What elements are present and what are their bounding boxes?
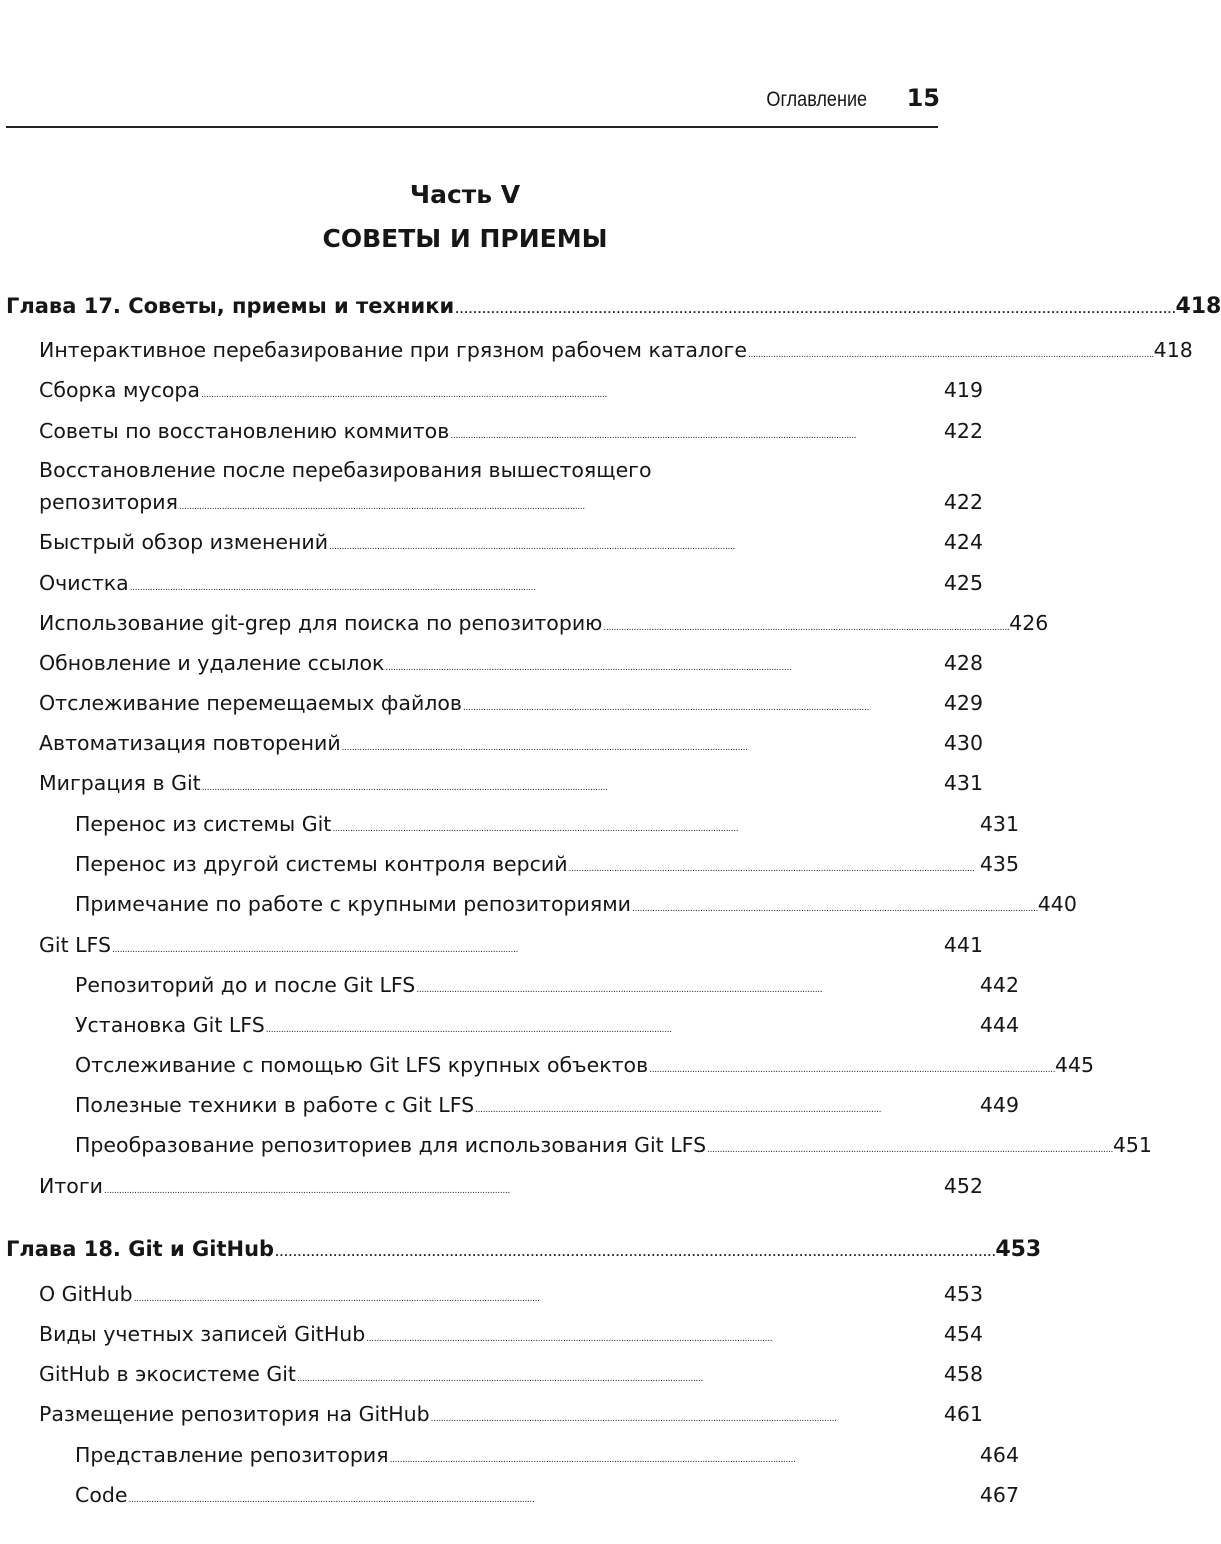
dot-leader bbox=[463, 691, 943, 715]
dot-leader bbox=[431, 1402, 943, 1426]
toc-page: 422 bbox=[943, 419, 983, 443]
dot-leader bbox=[130, 571, 943, 595]
toc-page: 464 bbox=[979, 1443, 1019, 1467]
dot-leader bbox=[179, 490, 943, 514]
dot-leader bbox=[450, 419, 943, 443]
toc-entry-title: Представление репозитория bbox=[75, 1443, 389, 1467]
toc-subentry[interactable] bbox=[0, 892, 1077, 928]
toc-page: 452 bbox=[943, 1174, 983, 1198]
toc-entry[interactable] bbox=[0, 571, 983, 607]
toc-entry-title: Сборка мусора bbox=[39, 378, 200, 402]
toc-page: 440 bbox=[1037, 892, 1077, 916]
toc-page: 461 bbox=[943, 1402, 983, 1426]
toc-entry-title: Виды учетных записей GitHub bbox=[39, 1322, 366, 1346]
dot-leader bbox=[366, 1322, 943, 1346]
toc-entry-title: Git LFS bbox=[39, 933, 112, 957]
toc-subentry[interactable] bbox=[0, 852, 1019, 888]
toc-entry-title: Интерактивное перебазирование при грязном рабочем каталоге bbox=[39, 338, 747, 362]
dot-leader bbox=[297, 1362, 943, 1386]
toc-page: 442 bbox=[979, 973, 1019, 997]
toc-page: 424 bbox=[943, 530, 983, 554]
toc-entry-title: GitHub в экосистеме Git bbox=[39, 1362, 296, 1386]
page-number: 15 bbox=[906, 84, 940, 112]
toc-entry-title: Полезные техники в работе с Git LFS bbox=[75, 1093, 475, 1117]
toc-entry[interactable] bbox=[0, 1174, 983, 1210]
toc-entry-title: репозитория bbox=[39, 490, 178, 514]
toc-entry[interactable] bbox=[0, 691, 983, 727]
header-rule bbox=[6, 126, 938, 128]
toc-page: 453 bbox=[943, 1282, 983, 1306]
running-title: Оглавление bbox=[765, 88, 867, 111]
toc-entry[interactable] bbox=[0, 1322, 983, 1358]
toc-entry[interactable] bbox=[0, 1282, 983, 1318]
toc-entry-title: Обновление и удаление ссылок bbox=[39, 651, 385, 675]
toc-entry-title: Преобразование репозиториев для использования Git LFS bbox=[75, 1133, 707, 1157]
toc-entry-title: Глава 18. Git и GitHub bbox=[6, 1237, 275, 1261]
dot-leader bbox=[748, 338, 1153, 362]
dot-leader bbox=[569, 852, 979, 876]
toc-chapter-17[interactable] bbox=[0, 294, 1221, 330]
part-title: СОВЕТЫ И ПРИЕМЫ bbox=[322, 224, 608, 253]
toc-page: 428 bbox=[943, 651, 983, 675]
toc-page: 451 bbox=[1112, 1133, 1152, 1157]
toc-entry[interactable] bbox=[0, 338, 1193, 374]
dot-leader bbox=[332, 812, 979, 836]
toc-chapter-18[interactable] bbox=[0, 1237, 1042, 1273]
toc-page: 441 bbox=[943, 933, 983, 957]
toc-entry-title: Итоги bbox=[39, 1174, 103, 1198]
dot-leader bbox=[128, 1483, 978, 1507]
toc-page: 418 bbox=[1153, 338, 1193, 362]
toc-entry-title-line-1[interactable]: Восстановление после перебазирования вышестоящего bbox=[39, 458, 652, 482]
toc-entry-title: Автоматизация повторений bbox=[39, 731, 341, 755]
toc-entry[interactable] bbox=[0, 378, 983, 414]
toc-entry-title: Отслеживание перемещаемых файлов bbox=[39, 691, 462, 715]
toc-page: 418 bbox=[1175, 294, 1221, 319]
toc-page: 445 bbox=[1054, 1053, 1095, 1077]
toc-entry[interactable] bbox=[0, 419, 983, 455]
toc-page: 419 bbox=[943, 378, 983, 402]
toc-entry-title: Перенос из системы Git bbox=[75, 812, 332, 836]
dot-leader bbox=[632, 892, 1037, 916]
running-header bbox=[0, 84, 940, 112]
toc-entry-title: Глава 17. Советы, приемы и техники bbox=[6, 294, 455, 318]
toc-page: 425 bbox=[943, 571, 983, 595]
toc-subentry[interactable] bbox=[0, 812, 1019, 848]
toc-entry[interactable] bbox=[0, 731, 983, 767]
toc-page: 435 bbox=[979, 852, 1019, 876]
dot-leader bbox=[329, 530, 943, 554]
toc-entry[interactable] bbox=[0, 490, 983, 526]
toc-entry[interactable] bbox=[0, 1362, 983, 1398]
toc-entry-title: Быстрый обзор изменений bbox=[39, 530, 329, 554]
part-label: Часть V bbox=[409, 180, 521, 209]
toc-entry[interactable] bbox=[0, 771, 983, 807]
dot-leader bbox=[112, 933, 943, 957]
toc-entry-title: Миграция в Git bbox=[39, 771, 201, 795]
toc-entry[interactable] bbox=[0, 933, 983, 969]
dot-leader bbox=[649, 1053, 1054, 1077]
dot-leader bbox=[707, 1133, 1112, 1157]
toc-entry-title: Очистка bbox=[39, 571, 129, 595]
toc-entry-title: Перенос из другой системы контроля версий bbox=[75, 852, 568, 876]
toc-entry-title: Размещение репозитория на GitHub bbox=[39, 1402, 430, 1426]
toc-entry[interactable] bbox=[0, 530, 983, 566]
toc-page: 453 bbox=[995, 1237, 1042, 1262]
toc-page: 431 bbox=[979, 812, 1019, 836]
toc-page: 449 bbox=[979, 1093, 1019, 1117]
dot-leader bbox=[390, 1443, 979, 1467]
toc-page: 431 bbox=[943, 771, 983, 795]
toc-subentry[interactable] bbox=[0, 1013, 1019, 1049]
dot-leader bbox=[266, 1013, 979, 1037]
toc-page: 430 bbox=[943, 731, 983, 755]
toc-page: 444 bbox=[979, 1013, 1019, 1037]
dot-leader bbox=[416, 973, 979, 997]
toc-page: 426 bbox=[1009, 611, 1049, 635]
dot-leader bbox=[475, 1093, 979, 1117]
toc-entry-title: Использование git-grep для поиска по репозиторию bbox=[39, 611, 603, 635]
toc-subentry[interactable] bbox=[0, 1053, 1095, 1089]
dot-leader bbox=[385, 651, 942, 675]
toc-subentry[interactable] bbox=[0, 1483, 1019, 1519]
dot-leader bbox=[202, 771, 943, 795]
toc-page: 467 bbox=[979, 1483, 1019, 1507]
toc-subentry[interactable] bbox=[0, 1443, 1019, 1479]
toc-subentry[interactable] bbox=[0, 973, 1019, 1009]
toc-entry-title: Советы по восстановлению коммитов bbox=[39, 419, 450, 443]
toc-entry-title: Code bbox=[75, 1483, 128, 1507]
toc-page: 422 bbox=[943, 490, 983, 514]
toc-entry[interactable] bbox=[0, 611, 1049, 647]
toc-page: 429 bbox=[943, 691, 983, 715]
dot-leader bbox=[134, 1282, 943, 1306]
dot-leader bbox=[342, 731, 943, 755]
dot-leader bbox=[455, 294, 1174, 318]
dot-leader bbox=[275, 1237, 994, 1261]
dot-leader bbox=[603, 611, 1008, 635]
toc-entry-title: Установка Git LFS bbox=[75, 1013, 265, 1037]
toc-entry[interactable] bbox=[0, 1402, 983, 1438]
toc-subentry[interactable] bbox=[0, 1133, 1152, 1169]
toc-page: 458 bbox=[943, 1362, 983, 1386]
toc-entry-title: Репозиторий до и после Git LFS bbox=[75, 973, 416, 997]
toc-entry-title: Примечание по работе с крупными репозиториями bbox=[75, 892, 631, 916]
toc-entry-title: О GitHub bbox=[39, 1282, 133, 1306]
toc-page: 454 bbox=[943, 1322, 983, 1346]
toc-subentry[interactable] bbox=[0, 1093, 1019, 1129]
dot-leader bbox=[104, 1174, 943, 1198]
toc-entry[interactable] bbox=[0, 651, 983, 687]
dot-leader bbox=[201, 378, 943, 402]
toc-entry-title: Отслеживание с помощью Git LFS крупных объектов bbox=[75, 1053, 649, 1077]
